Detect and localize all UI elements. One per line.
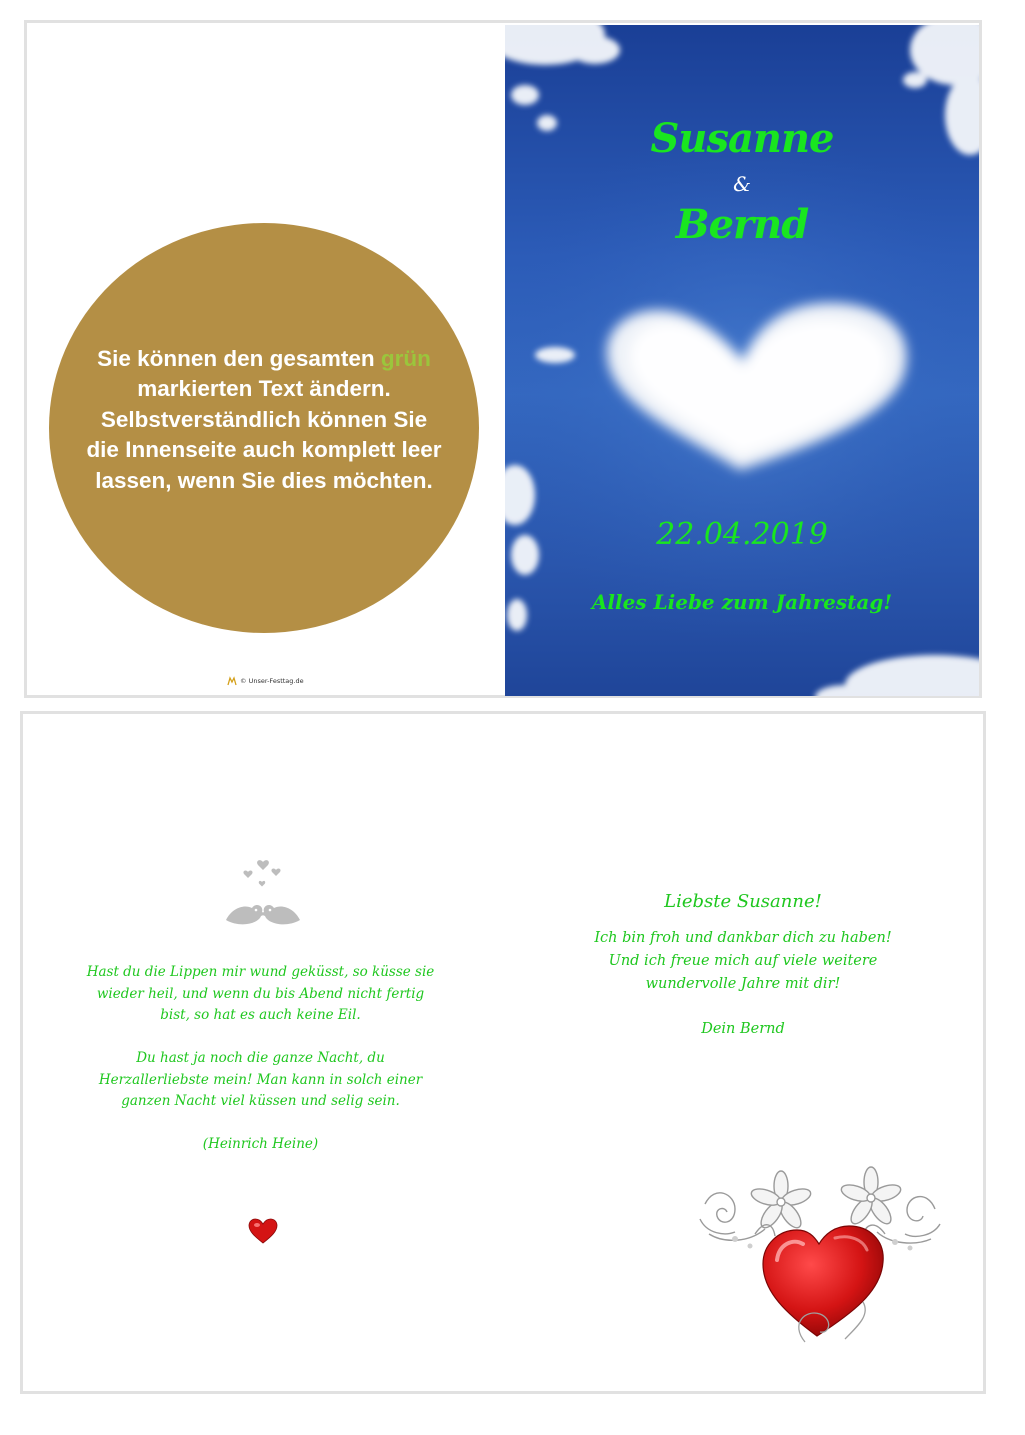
cover-greeting: Alles Liebe zum Jahrestag! (591, 590, 893, 614)
letter-signature: Dein Bernd (701, 1021, 785, 1037)
front-cover (505, 25, 979, 696)
small-heart-icon (248, 1218, 278, 1244)
letter-body: Ich bin froh und dankbar dich zu haben! Und ich freue mich auf viele weitere wundervolle Jahre mit dir! (594, 930, 892, 992)
credit-line (227, 676, 304, 686)
cover-date: 22.04.2019 (656, 517, 828, 552)
info-text-part1: Sie können den gesamten (97, 345, 381, 371)
info-circle (49, 223, 479, 633)
info-text (84, 344, 444, 497)
cover-name-2: Bernd (675, 201, 809, 248)
info-text-part2: markierten Text ändern. Selbstverständlich können Sie die Innenseite auch komplett leer lassen, wenn Sie dies möchten. (86, 376, 442, 493)
letter (578, 890, 908, 1041)
info-text-highlight: grün (380, 345, 431, 371)
kissing-birds-icon (218, 850, 308, 930)
poem (83, 962, 438, 1177)
card-outside-page (24, 20, 982, 698)
poem-author: (Heinrich Heine) (202, 1136, 319, 1152)
letter-salutation: Liebste Susanne! (664, 891, 822, 912)
poem-stanza-2: Du hast ja noch die ganze Nacht, du Herzallerliebste mein! Man kann in solch einer ganzen Nacht viel küssen und selig sein. (98, 1050, 423, 1109)
credit-text: © Unser-Festtag.de (240, 677, 304, 685)
card-inside-page (20, 711, 986, 1394)
heart-with-flowers-icon (695, 1164, 945, 1344)
cover-name-1: Susanne (650, 115, 834, 162)
logo-icon (227, 676, 237, 686)
cover-ampersand: & (733, 172, 751, 196)
poem-stanza-1: Hast du die Lippen mir wund geküsst, so küsse sie wieder heil, und wenn du bis Abend nicht fertig bist, so hat es auch keine Eil. (86, 964, 435, 1023)
